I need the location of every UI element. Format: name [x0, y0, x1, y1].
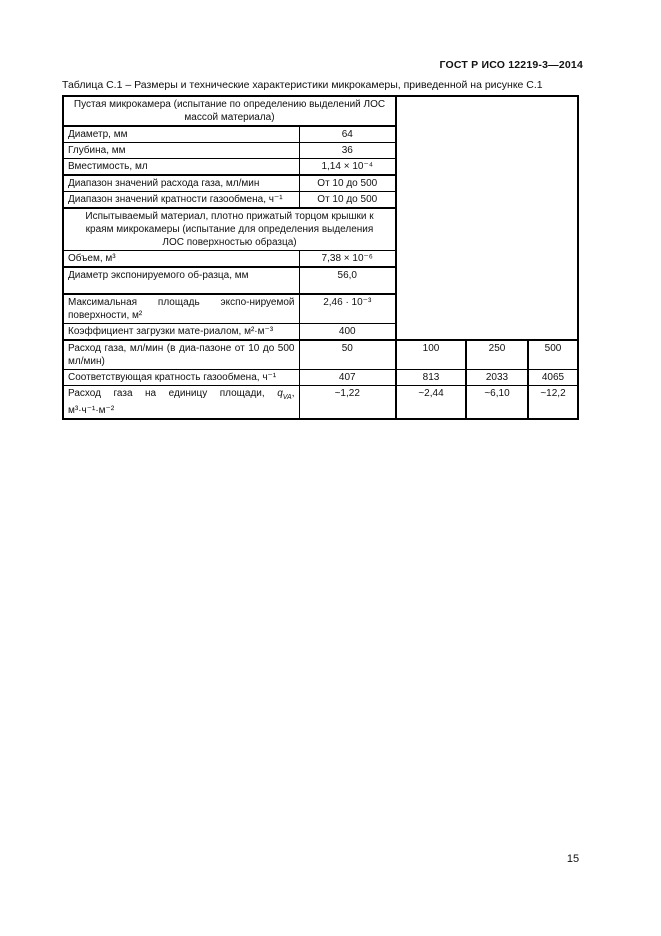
- row-value: 2,46 · 10⁻³: [299, 294, 396, 324]
- row-value: 407: [299, 370, 396, 386]
- page-number: 15: [566, 853, 580, 865]
- row-label: Глубина, мм: [63, 143, 299, 159]
- row-value: ~2,44: [396, 386, 466, 420]
- row-value: ~12,2: [528, 386, 578, 420]
- row-value: ~6,10: [466, 386, 528, 420]
- row-value: 1,14 × 10⁻⁴: [299, 159, 396, 176]
- row-label: Диапазон значений кратности газообмена, ч⁻¹: [63, 192, 299, 209]
- row-label: Вместимость, мл: [63, 159, 299, 176]
- row-value: 4065: [528, 370, 578, 386]
- table-row: [63, 386, 578, 420]
- quantity-symbol: q: [277, 388, 283, 399]
- row-label-units: , м³·ч⁻¹·м⁻²: [68, 388, 295, 416]
- row-label: Расход газа, мл/мин (в диа-пазоне от 10 до 500 мл/мин): [63, 340, 299, 370]
- row-value: 64: [299, 126, 396, 143]
- row-value: 50: [299, 340, 396, 370]
- row-value: 2033: [466, 370, 528, 386]
- row-label: Диаметр, мм: [63, 126, 299, 143]
- row-value: 250: [466, 340, 528, 370]
- row-value: ~1,22: [299, 386, 396, 420]
- row-label: Диаметр экспонируемого об-разца, мм: [63, 267, 299, 294]
- empty-cell: [396, 96, 578, 340]
- row-value: 500: [528, 340, 578, 370]
- row-label: Максимальная площадь экспо-нируемой поверхности, м²: [63, 294, 299, 324]
- row-value: 813: [396, 370, 466, 386]
- row-value: 36: [299, 143, 396, 159]
- row-value: 100: [396, 340, 466, 370]
- row-label: [63, 386, 299, 420]
- row-label: Объем, м³: [63, 251, 299, 268]
- section-header: Пустая микрокамера (испытание по определению выделений ЛОС массой материала): [63, 96, 396, 126]
- row-label: Соответствующая кратность газообмена, ч⁻¹: [63, 370, 299, 386]
- quantity-subscript: VA: [282, 394, 292, 401]
- table-caption: Таблица С.1 – Размеры и технические характеристики микрокамеры, приведенной на рисунке С.1: [62, 79, 543, 91]
- section-header: Испытываемый материал, плотно прижатый торцом крышки к краям микрокамеры (испытание для определения выделения ЛОС поверхностью образца): [63, 208, 396, 251]
- table-row: [63, 370, 578, 386]
- row-value: 7,38 × 10⁻⁶: [299, 251, 396, 268]
- table-row: [63, 340, 578, 370]
- row-value: 56,0: [299, 267, 396, 294]
- characteristics-table: [62, 95, 579, 420]
- table-row: [63, 96, 578, 126]
- row-value: От 10 до 500: [299, 175, 396, 192]
- document-code: ГОСТ Р ИСО 12219-3—2014: [439, 59, 583, 71]
- row-label: Коэффициент загрузки мате-риалом, м²·м⁻³: [63, 324, 299, 341]
- row-label-text: Расход газа на единицу площади,: [68, 388, 278, 399]
- row-value: От 10 до 500: [299, 192, 396, 209]
- row-value: 400: [299, 324, 396, 341]
- row-label: Диапазон значений расхода газа, мл/мин: [63, 175, 299, 192]
